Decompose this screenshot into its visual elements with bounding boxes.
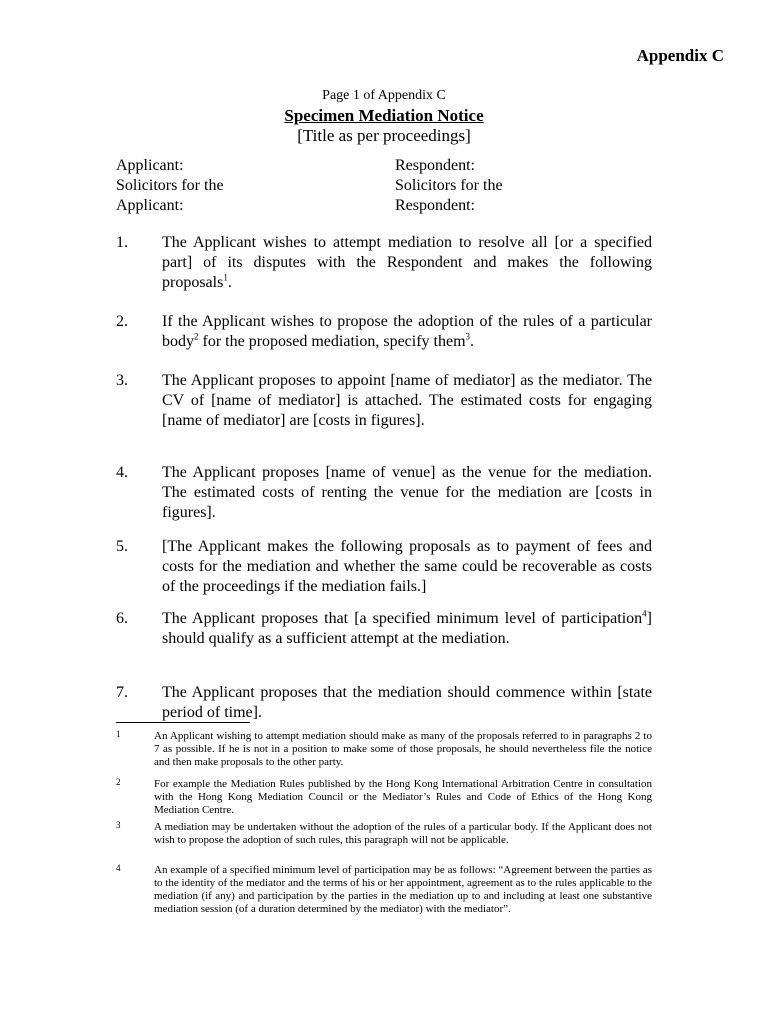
paragraph-text: The Applicant proposes [name of venue] as the venue for the mediation. The estimated costs of renting the venue for the mediation are [costs in figures]. [162,464,652,521]
applicant-solicitors-label-cont: Applicant: [116,197,184,214]
document-subtitle: [Title as per proceedings] [297,126,471,145]
paragraph-number: 3. [116,372,128,389]
footnote-number: 4 [116,863,121,873]
footnote-text: An example of a specified minimum level of participation may be as follows: “Agreement between the parties as to the identity of the mediator and the terms of his or her appointment, agreement as to the rules applicable to the mediation (if any) and participation by the parties in the mediation up to and including at least one substantive mediation session (of a duration determined by the mediator) with the mediator”. [154,864,652,915]
page-number: Page 1 of Appendix C [322,88,446,103]
paragraph-text: The Applicant proposes that the mediation should commence within [state period of time]. [162,684,652,721]
footnote-ref: 1 [223,272,228,283]
appendix-label: Appendix C [636,46,724,65]
footnote-number: 2 [116,777,121,787]
paragraph-5 [116,537,652,597]
paragraph-text: [The Applicant makes the following proposals as to payment of fees and costs for the mediation and whether the same could be recoverable as costs of the proceedings if the mediation fails.] [162,538,652,595]
paragraph-7 [116,683,652,723]
applicant-label: Applicant: [116,157,184,174]
footnote-text: An Applicant wishing to attempt mediation should make as many of the proposals referred to in paragraphs 2 to 7 as possible. If he is not in a position to make some of those proposals, he should nevertheless file the notice and then make proposals to the other party. [154,730,652,768]
respondent-label: Respondent: [395,157,475,174]
footnote-ref: 4 [642,608,647,619]
footnote-4 [116,864,652,916]
footnote-ref: 3 [465,331,471,342]
footnote-2 [116,778,652,817]
applicant-block [116,156,224,216]
paragraph-text: The Applicant proposes to appoint [name of mediator] as the mediator. The CV of [name of mediator] is attached. The estimated costs for engaging [name of mediator] are [costs in figures]. [162,372,652,429]
paragraph-2 [116,312,652,352]
footnote-separator [116,722,250,723]
footnote-ref: 2 [194,331,199,342]
footnote-number: 1 [116,729,121,739]
document-title: Specimen Mediation Notice [284,106,484,125]
paragraph-text: If the Applicant wishes to propose the adoption of the rules of a particular body [162,313,652,350]
paragraph-number: 2. [116,313,128,330]
respondent-solicitors-label: Solicitors for the [395,177,503,194]
paragraph-text-end: . [470,333,475,350]
paragraph-text-end: . [227,274,232,291]
applicant-solicitors-label: Solicitors for the [116,177,224,194]
paragraph-3 [116,371,652,431]
footnote-text: A mediation may be undertaken without the adoption of the rules of a particular body. If the Applicant does not wish to propose the adoption of such rules, this paragraph will not be applicable. [154,821,652,846]
respondent-block [395,156,503,216]
paragraph-number: 7. [116,684,128,701]
respondent-solicitors-label-cont: Respondent: [395,197,475,214]
paragraph-number: 1. [116,234,128,251]
footnote-1 [116,730,652,769]
paragraph-4 [116,463,652,523]
paragraph-text-end: ] should qualify as a sufficient attempt at the mediation. [162,610,652,647]
paragraph-text: The Applicant proposes that [a specified minimum level of participation [162,610,643,627]
footnote-text: For example the Mediation Rules published by the Hong Kong International Arbitration Centre in consultation with the Hong Kong Mediation Council or the Mediator’s Rules and Code of Ethics of the Hong Kong Mediation Centre. [154,778,652,816]
paragraph-number: 6. [116,610,128,627]
paragraph-1 [116,233,652,293]
footnote-number: 3 [116,820,121,830]
paragraph-text: The Applicant wishes to attempt mediation to resolve all [or a specified part] of its disputes with the Respondent and makes the following proposals [162,234,652,291]
paragraph-number: 4. [116,464,128,481]
footnote-3 [116,821,652,847]
paragraph-text-mid: for the proposed mediation, specify them [198,333,466,350]
paragraph-number: 5. [116,538,128,555]
paragraph-6 [116,609,652,649]
